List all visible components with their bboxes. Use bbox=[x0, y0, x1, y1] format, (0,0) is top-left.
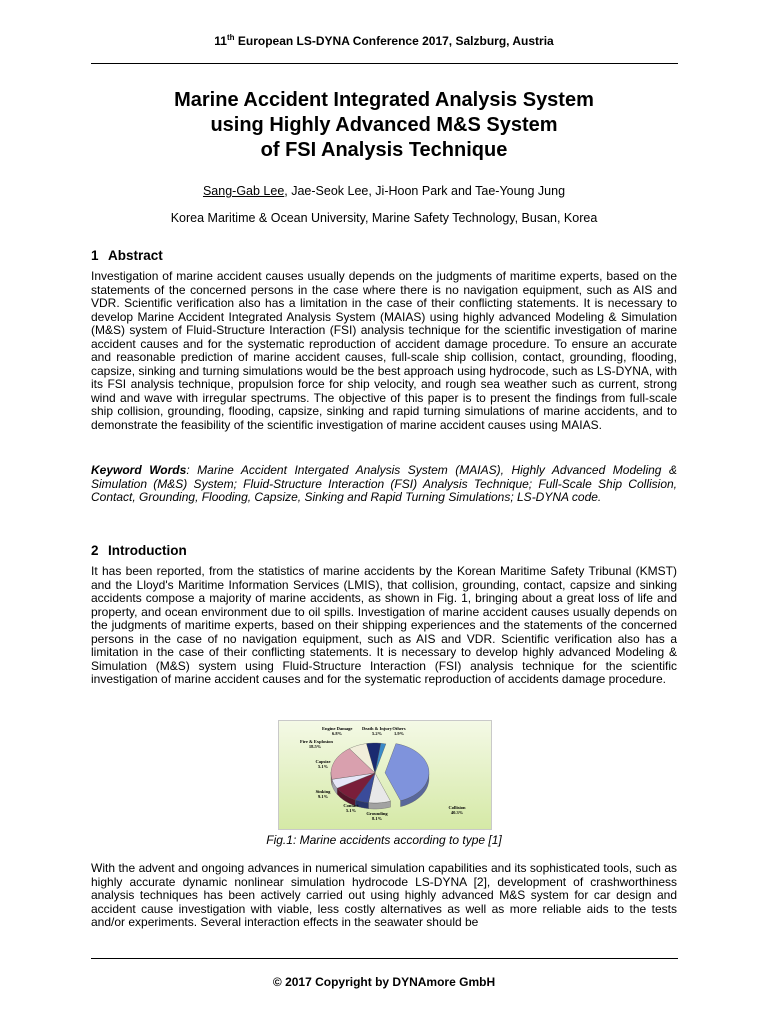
pie-label-collision bbox=[442, 805, 472, 815]
pie-label-name: Death & Injury bbox=[362, 726, 392, 731]
pie-chart-figure bbox=[278, 720, 492, 830]
pie-label-engine-damage bbox=[322, 726, 352, 736]
pie-label-fire-explosion bbox=[300, 739, 333, 749]
header-rule bbox=[91, 63, 678, 64]
pie-label-name: Others bbox=[392, 726, 406, 731]
pie-label-value: 5.1% bbox=[345, 808, 357, 813]
pie-label-grounding bbox=[362, 811, 392, 821]
title-line-3: of FSI Analysis Technique bbox=[260, 139, 508, 161]
pie-label-contact bbox=[336, 803, 366, 813]
pie-label-name: Capsize bbox=[315, 759, 331, 764]
pie-label-name: Grounding bbox=[366, 811, 388, 816]
pie-label-value: 6.8% bbox=[331, 731, 343, 736]
pie-label-name: Fire & Explosion bbox=[300, 739, 333, 744]
keywords bbox=[91, 464, 677, 505]
pie-label-value: 8.1% bbox=[371, 816, 383, 821]
author-list bbox=[0, 184, 768, 198]
introduction-paragraph-1: It has been reported, from the statistics of marine accidents by the Korean Maritime Safety Tribunal (KMST) and the Lloyd's Maritime Information Services (LMIS), that collision, grounding, contact, capsize and sinking accidents compose a majority of marine accidents, as shown in Fig. 1, bringing about a great loss of life and property, and ocean environment due to oil spills. Investigation of marine accident causes usually depends on the judgments of maritime experts, based on their shipping experiences and the statements of the concerned persons in the case of no navigation equipment, such as AIS and VDR. Scientific verification also has a limitation in the case of their conflicting statements. It is necessary to develop highly advanced Modeling & Simulation (M&S) system using Fluid-Structure Interaction (FSI) analysis technique for the scientific investigation of marine accident causes and for the systematic reproduction of accidents damage procedure. bbox=[91, 564, 677, 686]
abstract-text: Investigation of marine accident causes usually depends on the judgments of maritime experts, based on the statements of the concerned persons in the case where there is no navigation equipment, such as AIS and VDR. Scientific verification also has a limitation in the case of their conflicting statements. It is necessary to develop Marine Accident Integrated Analysis System (MAIAS) using highly advanced Modeling & Simulation (M&S) system of Fluid-Structure Interaction (FSI) analysis technique for the scientific investigation of marine accident causes and for the systematic reproduction of accident damage procedure. To ensure an accurate and reasonable prediction of marine accident causes, full-scale ship collision, contact, grounding, flooding, capsize, sinking and turning simulations would be the best approach using hydrocode, such as LS-DYNA, with its FSI analysis technique, propulsion force for ship velocity, and rough sea weather such as current, strong wind and wave with irregular spectrums. The objective of this paper is to present the findings from full-scale ship collision, grounding, flooding, capsize, sinking and rapid turning simulations of marine accidents, and to demonstrate the feasibility of the scientific investigation of marine accident causes using MAIAS. bbox=[91, 269, 677, 432]
pie-label-capsize bbox=[308, 759, 338, 769]
pie-label-value: 9.1% bbox=[317, 794, 329, 799]
lead-author: Sang-Gab Lee bbox=[202, 184, 285, 198]
title-line-2: using Highly Advanced M&S System bbox=[210, 114, 558, 136]
pie-label-name: Contact bbox=[343, 803, 359, 808]
figure-caption: Fig.1: Marine accidents according to type [1] bbox=[266, 833, 502, 847]
abstract-heading: 1 Abstract bbox=[91, 248, 163, 263]
copyright-footer: © 2017 Copyright by DYNAmore GmbH bbox=[272, 975, 496, 989]
co-authors: , Jae-Seok Lee, Ji-Hoon Park and Tae-Young Jung bbox=[284, 184, 566, 198]
keyword-label: Keyword Words bbox=[91, 463, 187, 477]
pie-label-value: 18.5% bbox=[308, 744, 322, 749]
pie-label-value: 5.2% bbox=[371, 731, 383, 736]
pie-label-name: Engine Damage bbox=[322, 726, 353, 731]
pie-label-value: 40.3% bbox=[450, 810, 464, 815]
pie-label-name: Collision bbox=[448, 805, 466, 810]
keyword-text: : Marine Accident Intergated Analysis System (MAIAS), Highly Advanced Modeling & Simulation (M&S) System; Fluid-Structure Interaction (FSI) Analysis Technique; Full-Scale Ship Collision, Contact, Grounding, Flooding, Capsize, Sinking and Rapid Turning Simulations; LS-DYNA code. bbox=[91, 463, 677, 504]
conference-header: 11th European LS-DYNA Conference 2017, Salzburg, Austria bbox=[214, 33, 554, 48]
paper-title bbox=[60, 88, 708, 163]
introduction-heading: 2 Introduction bbox=[91, 543, 187, 558]
footer-rule bbox=[91, 958, 678, 959]
pie-label-others bbox=[384, 726, 414, 736]
introduction-paragraph-2: With the advent and ongoing advances in numerical simulation capabilities and its sophisticated tools, such as highly accurate dynamic nonlinear simulation hydrocode LS-DYNA [2], development of crashworthiness analysis techniques has been actively carried out using highly advanced M&S system for car design and accident cause investigation with viable, less costly alternatives as well as more reliable aids to the tests and/or experiments. Several interaction effects in the seawater should be bbox=[91, 861, 677, 929]
title-line-1: Marine Accident Integrated Analysis System bbox=[174, 89, 594, 111]
pie-label-name: Sinking bbox=[315, 789, 331, 794]
pie-label-value: 1.9% bbox=[393, 731, 405, 736]
affiliation: Korea Maritime & Ocean University, Marine Safety Technology, Busan, Korea bbox=[170, 211, 598, 225]
pie-label-sinking bbox=[308, 789, 338, 799]
pie-label-value: 5.1% bbox=[317, 764, 329, 769]
